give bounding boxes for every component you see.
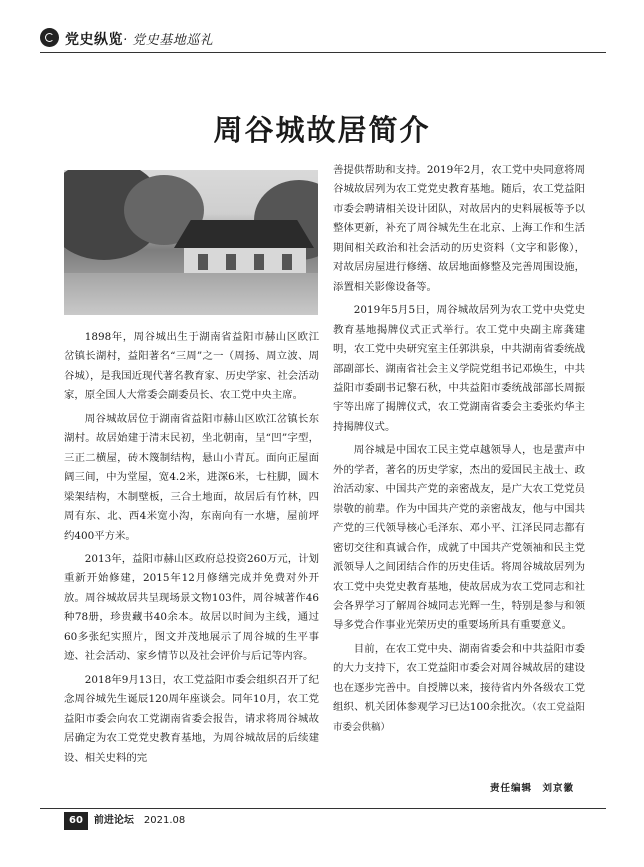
paragraph: 周谷城是中国农工民主党卓越领导人，也是蜚声中外的学者，著名的历史学家，杰出的爱国民主战士、政治活动家、中国共产党的亲密战友，是广大农工党党员崇敬的前辈。作为中国共产党的亲密战友，他与中国共产党的三代领导核心毛泽东、邓小平、江泽民同志都有密切交往和真诚合作，成就了中国共产党领袖和民主党派领导人之间团结合作的历史佳话。将周谷城故居列为农工党中央党史教育基地，使故居成为农工党同志和社会各界学习了解周谷城同志光辉一生，特别是参与和领导多党合作事业光荣历史的重要场所具有重要意义。 (333, 444, 585, 632)
paragraph: 2018年9月13日，农工党益阳市委会组织召开了纪念周谷城先生诞辰120周年座谈会。同年10月，农工党益阳市委会向农工党湖南省委会报告，请求将周谷城故居确定为农工党党史教育基地，为周谷城故居的后续建设、相关史料的完 (64, 673, 319, 764)
source-note: （农工党益阳市委会供稿） (333, 702, 585, 733)
paragraph: 1898年，周谷城出生于湖南省益阳市赫山区欧江岔镇长湖村，益阳著名“三周”之一（周扬、周立波、周谷城），是我国近现代著名教育家、历史学家、社会活动家，原全国人大常委会副委员长、农工党中央主席。 (64, 331, 319, 402)
paragraph (333, 640, 585, 737)
paragraph: 周谷城故居位于湖南省益阳市赫山区欧江岔镇长东湖村。故居始建于清末民初，坐北朝南，呈“凹”字型，三正二横屋，砖木篾制结构，悬山小青瓦。面向正屋面阔三间，中为堂屋，宽4.2米，进深6米，七柱脚，圆木梁架结构，木制壁板，三合土地面，故居后有竹林，四周有东、北、西4米宽小沟，东南向有一水塘，屋前坪约400平方米。 (64, 412, 319, 542)
right-column (333, 161, 585, 737)
paragraph: 2019年5月5日，周谷城故居列为农工党中央党史教育基地揭牌仪式正式举行。农工党中央副主席龚建明，农工党中央研究室主任郭洪泉，中共湖南省委统战部副部长、湖南省社会主义学院党组书记邓焕生，中共益阳市委副书记黎石秋，中共益阳市委统战部部长周振宇等出席了揭牌仪式，农工党湖南省委会主委张灼华主持揭牌仪式。 (333, 304, 585, 433)
header-rule (40, 52, 606, 53)
page-footer (64, 812, 185, 830)
header-title (65, 29, 213, 49)
header-section: 党史纵览 (65, 32, 123, 48)
paragraph-text: 目前，在农工党中央、湖南省委会和中共益阳市委的大力支持下，农工党益阳市委会对周谷城故居的建设也在逐步完善中。自授牌以来，接待省内外各级农工党组织、机关团体参观学习已达100余批次。 (333, 642, 585, 714)
page-header (40, 26, 606, 50)
footer-rule (40, 808, 606, 809)
header-subsection: · 党史基地巡礼 (123, 33, 214, 48)
paragraph: 2013年，益阳市赫山区政府总投资260万元，计划重新开始修建，2015年12月修缮完成并免费对外开放。周谷城故居共呈现场景文物103件，周谷城著作46种78册，珍贵藏书40余本。故居以时间为主线，通过60多张纪实照片，图文并茂地展示了周谷城的生平事迹、社会活动、家乡情节以及社会评价与后记等内容。 (64, 552, 319, 663)
page-number: 60 (64, 812, 88, 830)
paragraph: 善提供帮助和支持。2019年2月，农工党中央同意将周谷城故居列为农工党党史教育基地。随后，农工党益阳市委会聘请相关设计团队，对故居内的史料展板等予以整体更新，补充了周谷城先生在北京、上海工作和生活期间相关政治和社会活动的历史资料（文字和影像），对故居房屋进行修缮、故居地面修整及完善周围设施，添置相关影像设备等。 (333, 164, 585, 293)
former-residence-photo (64, 170, 318, 315)
issue-number: 2021.08 (143, 815, 186, 826)
left-column (64, 328, 319, 768)
journal-logo-icon (40, 28, 59, 47)
journal-name: 前进论坛 (93, 815, 134, 826)
article-title: 周谷城故居简介 (213, 113, 431, 147)
responsible-editor: 责任编辑 刘京徽 (490, 783, 575, 794)
